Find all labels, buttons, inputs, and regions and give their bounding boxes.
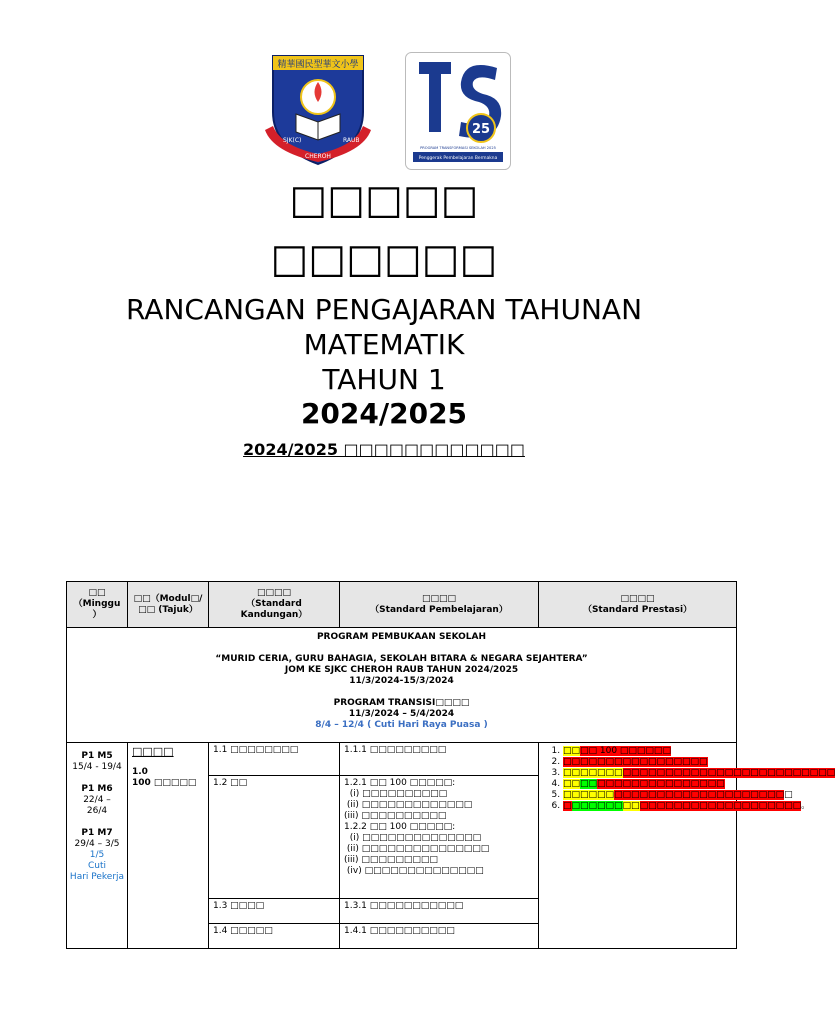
sk-cell: 1.4 □□□□□ [209,924,340,949]
table-row [67,743,737,776]
program-row [67,628,737,743]
rpt-table [66,581,835,949]
week-cell: P1 M5 15/4 - 19/4 P1 M6 22/4 – 26/4 P1 M7 29/4 – 3/5 1/5 Cuti Hari Pekerja [67,743,128,949]
sp-cell: 1.1.1 □□□□□□□□□ [340,743,539,776]
crest-ribbon-right: RAUB [343,137,360,144]
header-standard-prestasi: □□□□ （Standard Prestasi） [539,582,737,628]
title-subtitle: 2024/2025 □□□□□□□□□□□□ [243,440,525,459]
title-rpt: RANCANGAN PENGAJARAN TAHUNAN [125,293,643,326]
sp-cell: 1.2.1 □□ 100 □□□□□: (i) □□□□□□□□□□ (ii) □□□□□□□□□□□□□ (iii) □□□□□□□□□□ 1.2.2 □□ 100 □□□□□: (i) □□□□□□□□□□□□□□ (ii) □□□□□□□□□□□□□□□ (iii) □□□□□□□□□ (iv) □□□□□□□□□□□□□□ [340,776,539,899]
ts25-tagline: Penggerak Pembelajaran Bermakna [418,156,498,161]
module-cell: □□□□ 1.0 100 □□□□□ [128,743,209,949]
sk-cell: 1.3 □□□□ [209,899,340,924]
crest-banner-text: 精華國民型華文小學 [277,60,359,70]
sp-cell: 1.3.1 □□□□□□□□□□□ [340,899,539,924]
sk-cell: 1.1 □□□□□□□□ [209,743,340,776]
school-crest-logo [263,52,373,172]
title-chinese-line1: □□□□□ [289,177,479,223]
title-year: 2024/2025 [300,397,468,430]
header-modul: □□（Modul□/ □□ (Tajuk） [128,582,209,628]
ts25-caption: PROGRAM TRANSFORMASI SEKOLAH 2025 [420,146,496,150]
table-header-row [67,582,737,628]
header-minggu: □□ （Minggu ） [67,582,128,628]
sp-cell: 1.4.1 □□□□□□□□□□ [340,924,539,949]
title-subject: MATEMATIK [303,328,465,361]
header-standard-pembelajaran: □□□□ （Standard Pembelajaran） [340,582,539,628]
ts25-logo [405,52,511,170]
program-cell: PROGRAM PEMBUKAAN SEKOLAH “MURID CERIA, GURU BAHAGIA, SEKOLAH BITARA & NEGARA SEJAHTERA” JOM KE SJKC CHEROH RAUB TAHUN 2024/2025 11/3/2024-15/3/2024 PROGRAM TRANSISI□□□□ 11/3/2024 – 5/4/2024 8/4 – 12/4 ( Cuti Hari Raya Puasa ) [67,628,737,743]
sk-cell: 1.2 □□ [209,776,340,899]
ts25-number: 25 [471,122,491,137]
crest-ribbon-center: CHEROH [305,153,331,160]
title-chinese-line2: □□□□□□ [270,236,498,282]
header-standard-kandungan: □□□□ （Standard Kandungan） [209,582,340,628]
prestasi-cell: 1. □□□□ 100 □□□□□□ 2. □□□□□□□□□□□□□□□□□ 3. □□□□□□□□□□□□□□□□□□□□□□□□□□□□□□□□ 4. □□□□□□□□□□□□□□□□□□□ 5. □□□□□□□□□□□□□□□□□□□□□□□□□□□ 6. □□□□□□□□□□□□□□□□□□□□□□□□□□□□。 [539,743,737,949]
title-year-level: TAHUN 1 [322,363,446,396]
crest-ribbon-left: SJK(C) [283,137,302,144]
